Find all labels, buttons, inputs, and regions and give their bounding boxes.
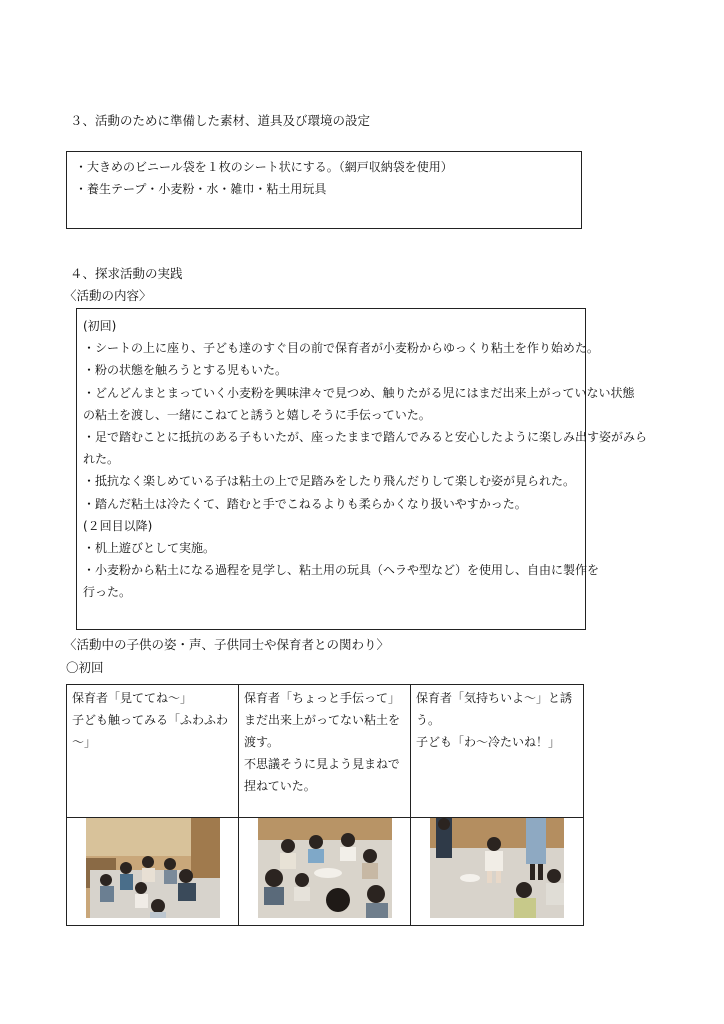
content-line: ・抵抗なく楽しめている子は粘土の上で足踏みをしたり飛んだりして楽しむ姿が見られた。	[83, 474, 576, 489]
dialogue-cell	[67, 685, 239, 818]
dialogue-line: 保育者「ちょっと手伝って」	[244, 691, 401, 705]
dialogue-line: 保育者「見ててね～」	[72, 691, 193, 705]
section3-heading: ３、活動のために準備した素材、道具及び環境の設定	[70, 113, 371, 128]
materials-box	[66, 151, 582, 229]
dialogue-line: まだ出来上がってない粘土を渡す。	[244, 713, 401, 749]
activity-photo	[86, 818, 220, 918]
content-line: ・踏んだ粘土は冷たくて、踏むと手でこねるよりも柔らかくなり扱いやすかった。	[83, 496, 527, 511]
materials-line: ・大きめのビニール袋を１枚のシート状にする。（網戸収納袋を使用）	[75, 160, 453, 174]
content-line: の粘土を渡し、一緒にこねてと誘うと嬉しそうに手伝っていた。	[83, 407, 431, 422]
activity-photo	[258, 818, 392, 918]
dialogue-cell	[239, 685, 411, 818]
content-line: ・シートの上に座り、子ども達のすぐ目の前で保育者が小麦粉からゆっくり粘土を作り始めた。	[83, 341, 599, 356]
dialogue-row	[67, 685, 584, 818]
photo-cell	[239, 818, 411, 926]
content-line: ・小麦粉から粘土になる過程を見学し、粘土用の玩具（ヘラや型など）を使用し、自由に製作を	[83, 563, 600, 578]
content-line: ・足で踏むことに抵抗のある子もいたが、座ったままで踏んでみると安心したように楽しみ出す姿がみら	[83, 430, 648, 445]
content-line: ・机上遊びとして実施。	[83, 541, 216, 556]
interaction-heading: 〈活動中の子供の姿・声、子供同士や保育者との関わり〉	[64, 637, 390, 652]
materials-line: ・養生テープ・小麦粉・水・雑巾・粘土用玩具	[75, 182, 327, 196]
first-session-label: 〇初回	[66, 660, 104, 675]
section4-heading: ４、探求活動の実践	[70, 266, 183, 281]
dialogue-line: 子ども触ってみる「ふわふわ～」	[72, 713, 229, 749]
photo-row	[67, 818, 584, 926]
dialogue-line: 子ども「わ～冷たいね！」	[416, 735, 561, 749]
content-line: れた。	[83, 452, 120, 467]
dialogue-line: 不思議そうに見よう見まねで捏ねていた。	[244, 757, 400, 793]
content-line: ・どんどんまとまっていく小麦粉を興味津々で見つめ、触りたがる児にはまだ出来上がっていない状態	[83, 385, 635, 400]
photo-cell	[411, 818, 584, 926]
dialogue-cell	[411, 685, 584, 818]
content-line: ・粉の状態を触ろうとする児もいた。	[83, 363, 288, 378]
photo-cell	[67, 818, 239, 926]
activity-content-box	[76, 308, 648, 630]
content-line: (初回)	[83, 319, 117, 333]
interaction-table	[66, 684, 584, 926]
activity-content-subheading: 〈活動の内容〉	[64, 288, 152, 303]
dialogue-line: 保育者「気持ちいよ～」と誘う。	[416, 691, 573, 727]
content-line: 行った。	[83, 585, 132, 600]
content-line: (２回目以降)	[83, 518, 153, 533]
activity-photo	[430, 818, 564, 918]
